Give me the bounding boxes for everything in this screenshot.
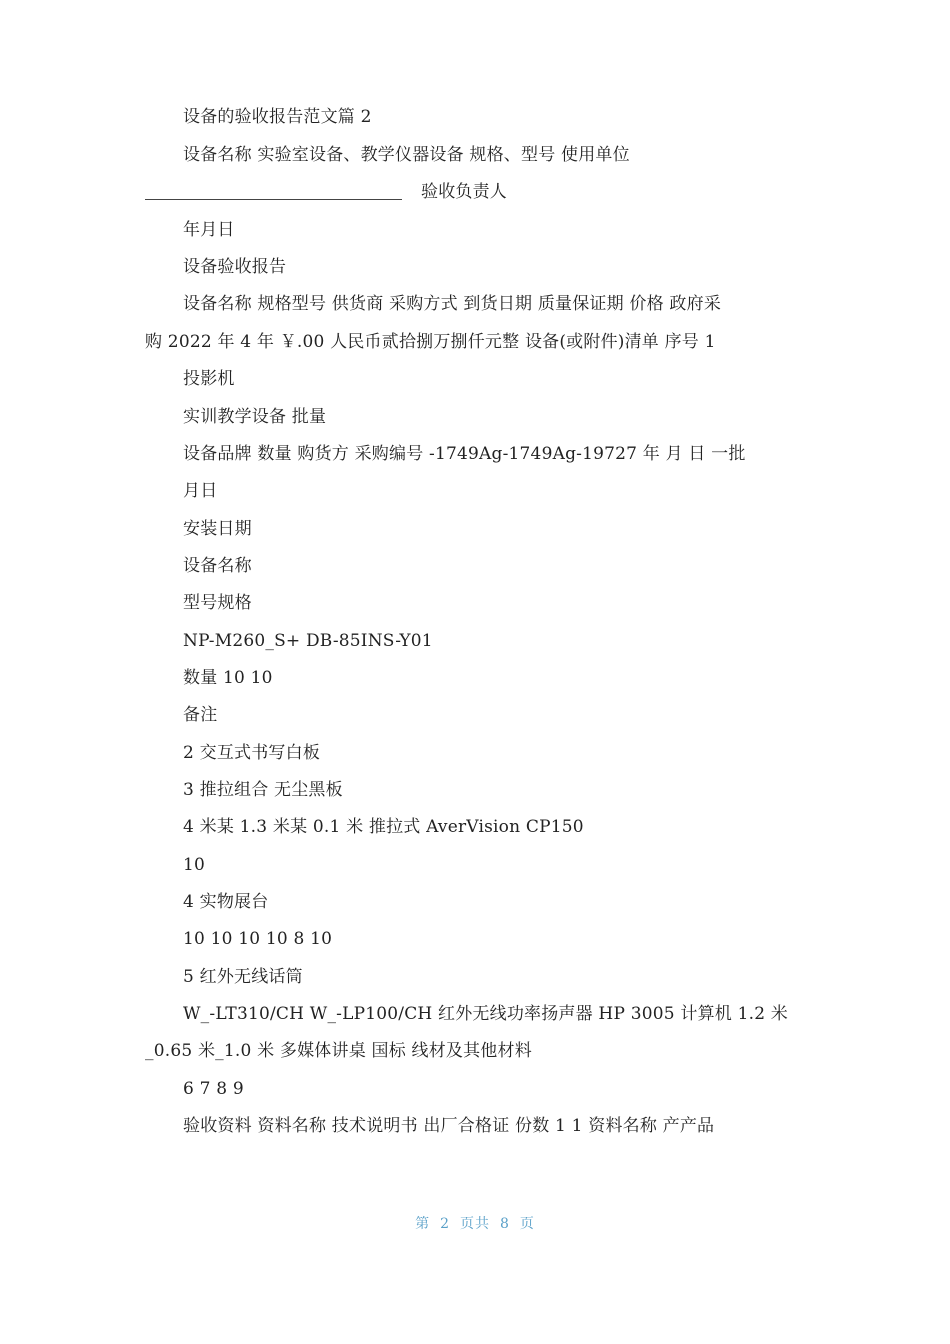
text-line: 购 2022 年 4 年 ￥.00 人民币贰拾捌万捌仟元整 设备(或附件)清单 序号 1: [145, 332, 716, 352]
section-heading: 设备的验收报告范文篇 2: [183, 107, 372, 127]
blank-underline: [145, 199, 402, 200]
text-line: 5 红外无线话筒: [183, 967, 303, 987]
text-line: 月日: [183, 481, 218, 501]
text-line: 设备名称 规格型号 供货商 采购方式 到货日期 质量保证期 价格 政府采: [183, 294, 722, 314]
text-line: NP-M260_S+ DB-85INS-Y01: [183, 631, 433, 651]
text-line: 型号规格: [183, 593, 252, 613]
text-line: 4 米某 1.3 米某 0.1 米 推拉式 AverVision CP150: [183, 817, 584, 837]
text-line: 10: [183, 855, 206, 875]
text-line: 验收负责人: [421, 182, 507, 202]
footer-total-pages: 8: [500, 1216, 510, 1232]
footer-page-number: 2: [440, 1216, 450, 1232]
text-line: 4 实物展台: [183, 892, 269, 912]
page-footer: [0, 1213, 950, 1233]
text-line: 设备验收报告: [183, 257, 287, 277]
text-line: 设备名称 实验室设备、教学仪器设备 规格、型号 使用单位: [183, 145, 630, 165]
text-line: 安装日期: [183, 519, 252, 539]
text-line: 实训教学设备 批量: [183, 407, 327, 427]
text-line: _0.65 米_1.0 米 多媒体讲桌 国标 线材及其他材料: [145, 1041, 532, 1061]
text-line: 数量 10 10: [183, 668, 273, 688]
text-line: 10 10 10 10 8 10: [183, 929, 333, 949]
text-line: W_-LT310/CH W_-LP100/CH 红外无线功率扬声器 HP 3005 计算机 1.2 米: [183, 1004, 789, 1024]
text-line: 3 推拉组合 无尘黑板: [183, 780, 343, 800]
text-line: 6 7 8 9: [183, 1079, 244, 1099]
text-line: 验收资料 资料名称 技术说明书 出厂合格证 份数 1 1 资料名称 产产品: [183, 1116, 715, 1136]
footer-ye-gong: 页共: [460, 1216, 490, 1232]
text-line: 设备品牌 数量 购货方 采购编号 -1749Ag-1749Ag-19727 年 月 日 一批: [183, 444, 746, 464]
text-line: 年月日: [183, 220, 235, 240]
text-line: 2 交互式书写白板: [183, 743, 321, 763]
text-line: 设备名称: [183, 556, 252, 576]
footer-ye: 页: [519, 1216, 535, 1232]
footer-di: 第: [415, 1216, 431, 1232]
text-line: 投影机: [183, 369, 235, 389]
text-line: 备注: [183, 705, 218, 725]
